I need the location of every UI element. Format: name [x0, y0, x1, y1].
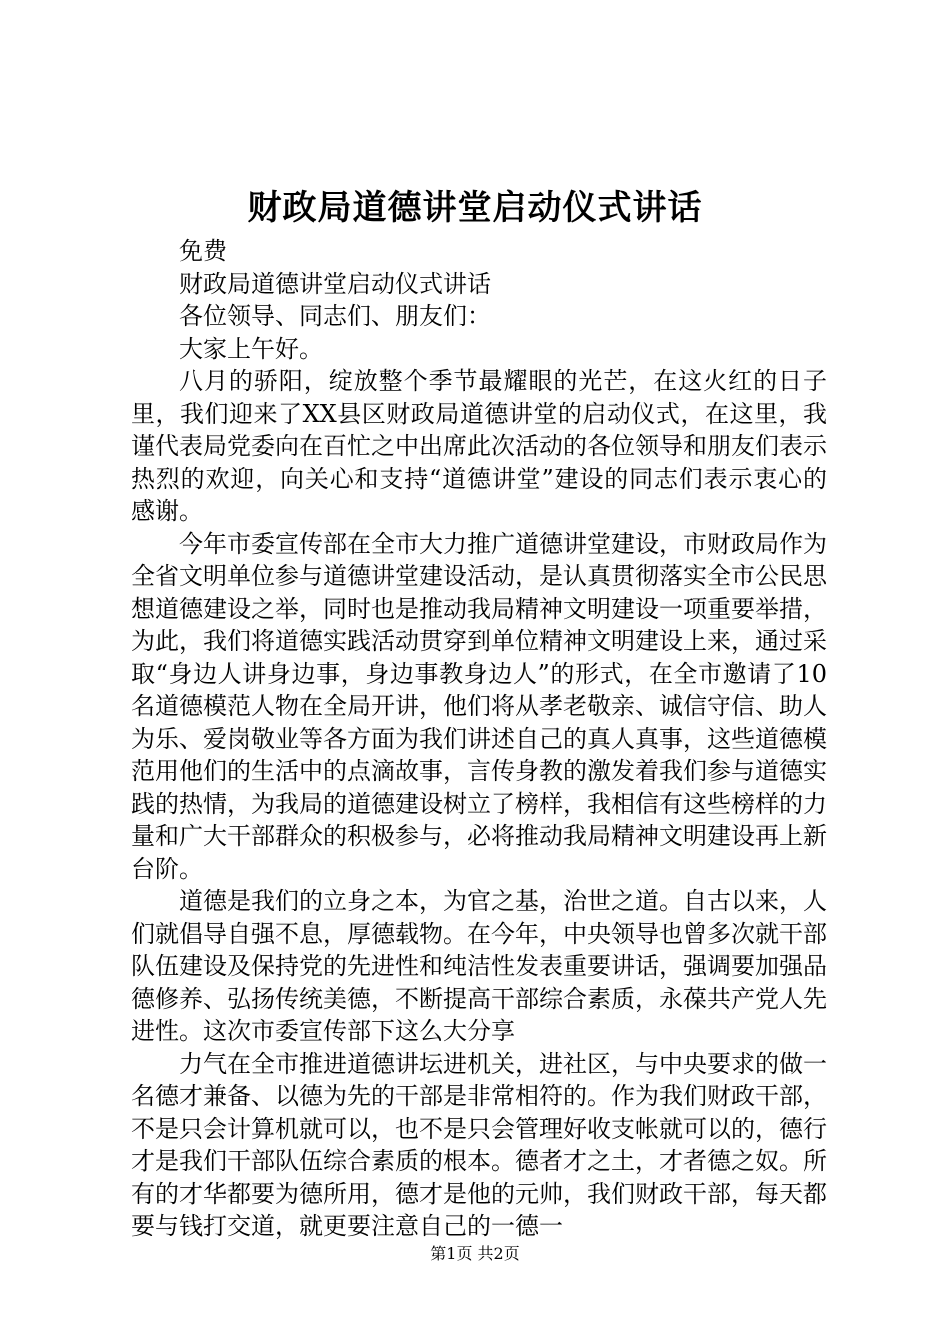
document-title: 财政局道德讲堂启动仪式讲话	[247, 188, 703, 228]
paragraph: 道德是我们的立身之本，为官之基，治世之道。自古以来，人们就倡导自强不息，厚德载物。在今年，中央领导也曾多次就干部队伍建设及保持党的先进性和纯洁性发表重要讲话，强调要加强品德修养、弘扬传统美德，不断提高干部综合素质，永葆共产党人先进性。这次市委宣传部下这么大分享	[131, 887, 827, 1045]
paragraph: 今年市委宣传部在全市大力推广道德讲堂建设，市财政局作为全省文明单位参与道德讲堂建设活动，是认真贯彻落实全市公民思想道德建设之举，同时也是推动我局精神文明建设一项重要举措，为此，我们将道德实践活动贯穿到单位精神文明建设上来，通过采取“身边人讲身边事，身边事教身边人”的形式，在全市邀请了10名道德模范人物在全局开讲，他们将从孝老敬亲、诚信守信、助人为乐、爱岗敬业等各方面为我们讲述自己的真人真事，这些道德模范用他们的生活中的点滴故事，言传身教的激发着我们参与道德实践的热情，为我局的道德建设树立了榜样，我相信有这些榜样的力量和广大干部群众的积极参与，必将推动我局精神文明建设再上新台阶。	[131, 529, 827, 883]
paragraph: 免费	[179, 237, 227, 265]
document-body	[131, 235, 827, 1243]
paragraph: 八月的骄阳，绽放整个季节最耀眼的光芒，在这火红的日子里，我们迎来了XX县区财政局道德讲堂的启动仪式，在这里，我谨代表局党委向在百忙之中出席此次活动的各位领导和朋友们表示热烈的欢迎，向关心和支持“道德讲堂”建设的同志们表示衷心的感谢。	[131, 367, 827, 525]
paragraph: 财政局道德讲堂启动仪式讲话	[179, 269, 491, 298]
paragraph: 力气在全市推进道德讲坛进机关，进社区，与中央要求的做一名德才兼备、以德为先的干部是非常相符的。作为我们财政干部，不是只会计算机就可以，也不是只会管理好收支帐就可以的，德行才是我们干部队伍综合素质的根本。德者才之土，才者德之奴。所有的才华都要为德所用，德才是他的元帅，我们财政干部，每天都要与钱打交道，就更要注意自己的一德一	[131, 1049, 827, 1240]
paragraph: 各位领导、同志们、朋友们：	[179, 302, 491, 330]
page-footer: 第1页 共2页	[430, 1244, 520, 1263]
paragraph: 大家上午好。	[179, 334, 323, 363]
